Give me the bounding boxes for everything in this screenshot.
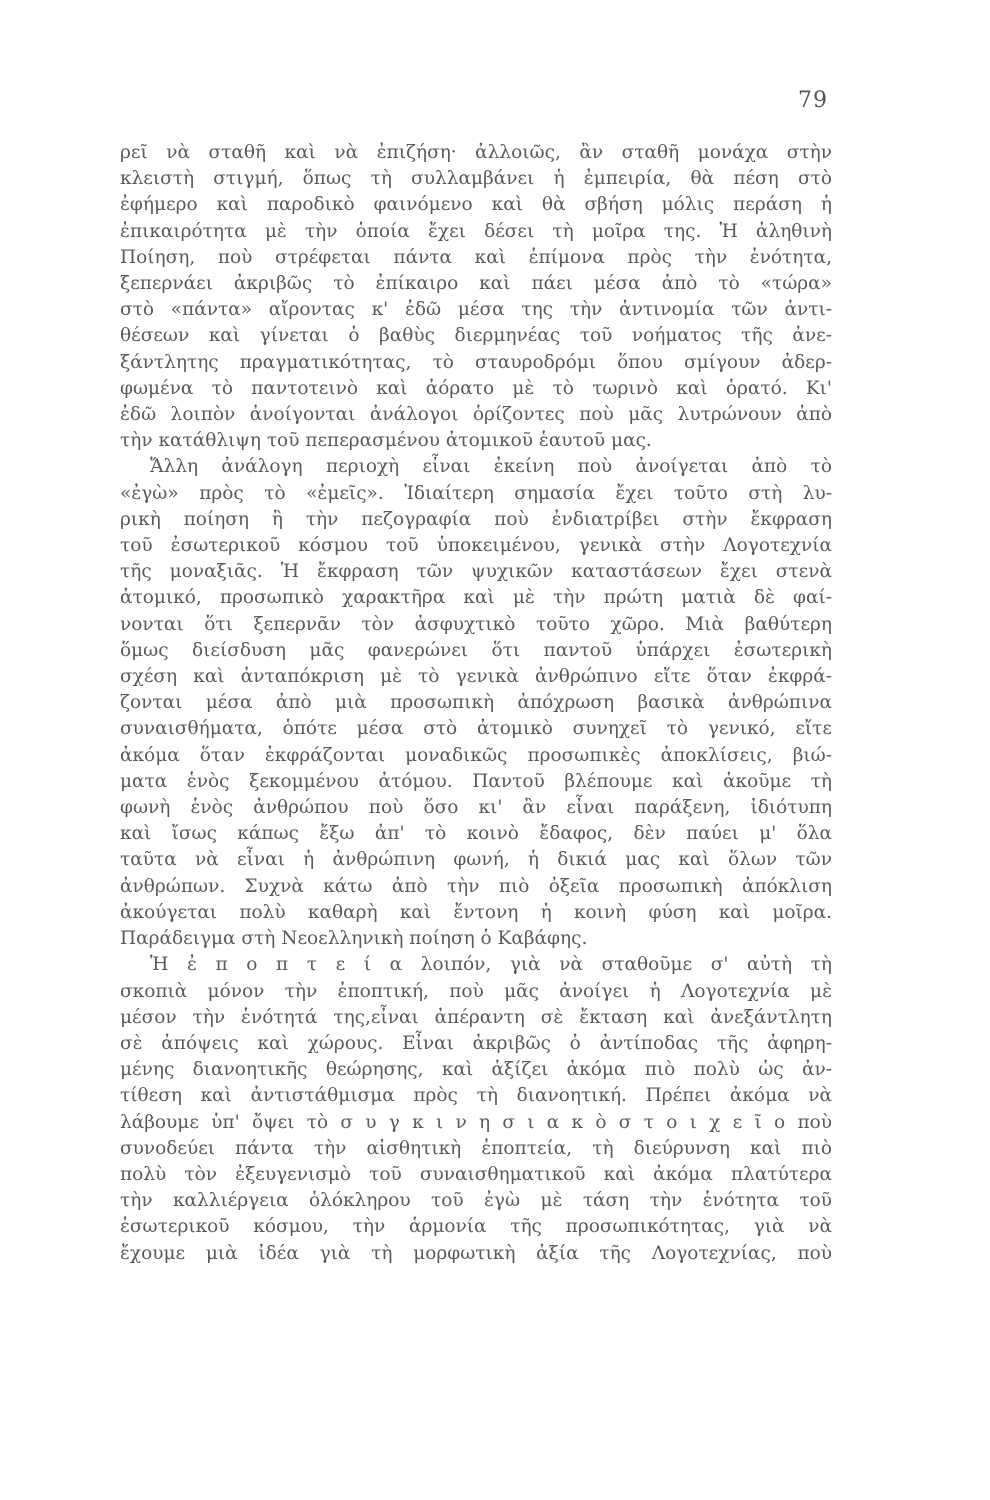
text-line: τὴν κατάθλιψη τοῦ πεπερασμένου ἀτομικοῦ ἑαυτοῦ μας. [120, 430, 652, 452]
paragraph-1 [120, 140, 832, 454]
text-line: ξεπερνάει ἀκριβῶς τὸ ἐπίκαιρο καὶ πάει μέσα ἀπὸ τὸ «τώρα» [120, 273, 832, 295]
paragraph-3 [120, 952, 832, 1266]
text-line: μέσον τὴν ἑνότητά της,εἶναι ἀπέραντη σὲ ἔκταση καὶ ἀνεξάντλητη [120, 1006, 832, 1028]
text-line: ἐσωτερικοῦ κόσμου, τὴν ἁρμονία τῆς προσωπικότητας, γιὰ νὰ [120, 1216, 832, 1238]
text-line: ἔχουμε μιὰ ἰδέα γιὰ τὴ μορφωτικὴ ἀξία τῆς Λογοτεχνίας, ποὺ [120, 1242, 832, 1264]
text-line: ἀνθρώπων. Συχνὰ κάτω ἀπὸ τὴν πιὸ ὀξεῖα προσωπικὴ ἀπόκλιση [120, 875, 832, 897]
page-number: 79 [798, 88, 828, 113]
text-line: πολὺ τὸν ἐξευγενισμὸ τοῦ συναισθηματικοῦ καὶ ἀκόμα πλατύτερα [120, 1163, 832, 1185]
text-line: καὶ ἴσως κάπως ἔξω ἀπ' τὸ κοινὸ ἔδαφος, δὲν παύει μ' ὅλα [120, 823, 832, 845]
text-line: νονται ὅτι ξεπερνᾶν τὸν ἀσφυχτικὸ τοῦτο χῶρο. Μιὰ βαθύτερη [120, 613, 832, 635]
body-text [120, 140, 832, 1267]
text-line: μένης διανοητικῆς θεώρησης, καὶ ἀξίζει ἀκόμα πιὸ πολὺ ὡς ἀν- [120, 1059, 832, 1081]
text-line: ἀκούγεται πολὺ καθαρὴ καὶ ἔντονη ἡ κοινὴ φύση καὶ μοῖρα. [120, 901, 832, 923]
text-line: ρικὴ ποίηση ἢ τὴν πεζογραφία ποὺ ἐνδιατρίβει στὴν ἔκφραση [120, 508, 832, 530]
text-line: ξάντλητης πραγματικότητας, τὸ σταυροδρόμι ὅπου σμίγουν ἀδερ- [120, 351, 832, 373]
text-line: συναισθήματα, ὁπότε μέσα στὸ ἀτομικὸ συνηχεῖ τὸ γενικό, εἴτε [120, 718, 832, 740]
text-line: τοῦ ἐσωτερικοῦ κόσμου τοῦ ὑποκειμένου, γενικὰ στὴν Λογοτεχνία [120, 535, 832, 557]
text-line: Ἡ ἐ π ο π τ ε ί α λοιπόν, γιὰ νὰ σταθοῦμε σ' αὐτὴ τὴ [150, 954, 832, 976]
text-line: σὲ ἀπόψεις καὶ χώρους. Εἶναι ἀκριβῶς ὁ ἀντίποδας τῆς ἀφηρη- [120, 1032, 832, 1054]
text-line: στὸ «πάντα» αἴροντας κ' ἐδῶ μέσα της τὴν ἀντινομία τῶν ἀντι- [120, 299, 832, 321]
text-line: τίθεση καὶ ἀντιστάθμισμα πρὸς τὴ διανοητική. Πρέπει ἀκόμα νὰ [120, 1085, 832, 1107]
text-line: λάβουμε ὑπ' ὄψει τὸ σ υ γ κ ι ν η σ ι α κ ὸ σ τ ο ι χ ε ῖ ο ποὺ [120, 1111, 832, 1133]
text-line: σχέση καὶ ἀνταπόκριση μὲ τὸ γενικὰ ἀνθρώπινο εἴτε ὅταν ἐκφρά- [120, 666, 832, 688]
text-line: «ἐγὼ» πρὸς τὸ «ἐμεῖς». Ἰδιαίτερη σημασία ἔχει τοῦτο στὴ λυ- [120, 482, 832, 504]
text-line: τῆς μοναξιᾶς. Ἡ ἔκφραση τῶν ψυχικῶν καταστάσεων ἔχει στενὰ [120, 561, 832, 583]
text-line: ἀκόμα ὅταν ἐκφράζονται μοναδικῶς προσωπικὲς ἀποκλίσεις, βιώ- [120, 744, 832, 766]
text-line: ματα ἑνὸς ξεκομμένου ἀτόμου. Παντοῦ βλέπουμε καὶ ἀκοῦμε τὴ [120, 770, 832, 792]
text-line: ἐδῶ λοιπὸν ἀνοίγονται ἀνάλογοι ὁρίζοντες ποὺ μᾶς λυτρώνουν ἀπὸ [120, 404, 832, 426]
text-line: ἐπικαιρότητα μὲ τὴν ὁποία ἔχει δέσει τὴ μοῖρα της. Ἡ ἀληθινὴ [120, 220, 832, 242]
text-line: ταῦτα νὰ εἶναι ἡ ἀνθρώπινη φωνή, ἡ δικιά μας καὶ ὅλων τῶν [120, 849, 832, 871]
text-line: ρεῖ νὰ σταθῆ καὶ νὰ ἐπιζήση· ἀλλοιῶς, ἂν σταθῆ μονάχα στὴν [120, 142, 832, 163]
text-line: συνοδεύει πάντα τὴν αἰσθητικὴ ἐποπτεία, τὴ διεύρυνση καὶ πιὸ [120, 1137, 832, 1159]
text-line: κλειστὴ στιγμή, ὅπως τὴ συλλαμβάνει ἡ ἐμπειρία, θὰ πέση στὸ [120, 168, 832, 190]
text-line: ἀτομικό, προσωπικὸ χαρακτῆρα καὶ μὲ τὴν πρώτη ματιὰ δὲ φαί- [120, 587, 832, 609]
text-line: τὴν καλλιέργεια ὁλόκληρου τοῦ ἐγὼ μὲ τάση τὴν ἑνότητα τοῦ [120, 1190, 832, 1212]
text-line: φωνὴ ἑνὸς ἀνθρώπου ποὺ ὅσο κι' ἂν εἶναι παράξενη, ἰδιότυπη [120, 797, 832, 819]
text-line: ἐφήμερο καὶ παροδικὸ φαινόμενο καὶ θὰ σβήση μόλις περάση ἡ [120, 194, 832, 216]
text-line: Παράδειγμα στὴ Νεοελληνικὴ ποίηση ὁ Καβάφης. [120, 928, 588, 950]
paragraph-2 [120, 454, 832, 952]
text-line: Ἄλλη ἀνάλογη περιοχὴ εἶναι ἐκείνη ποὺ ἀνοίγεται ἀπὸ τὸ [150, 456, 832, 478]
text-line: σκοπιὰ μόνον τὴν ἐποπτική, ποὺ μᾶς ἀνοίγει ἡ Λογοτεχνία μὲ [120, 980, 832, 1002]
text-line: ὅμως διείσδυση μᾶς φανερώνει ὅτι παντοῦ ὑπάρχει ἐσωτερικὴ [120, 639, 832, 661]
text-line: θέσεων καὶ γίνεται ὁ βαθὺς διερμηνέας τοῦ νοήματος τῆς ἀνε- [120, 325, 832, 347]
text-line: ζονται μέσα ἀπὸ μιὰ προσωπικὴ ἀπόχρωση βασικὰ ἀνθρώπινα [120, 692, 832, 714]
text-line: Ποίηση, ποὺ στρέφεται πάντα καὶ ἐπίμονα πρὸς τὴν ἑνότητα, [120, 246, 832, 268]
text-line: φωμένα τὸ παντοτεινὸ καὶ ἀόρατο μὲ τὸ τωρινὸ καὶ ὁρατό. Κι' [120, 377, 832, 399]
